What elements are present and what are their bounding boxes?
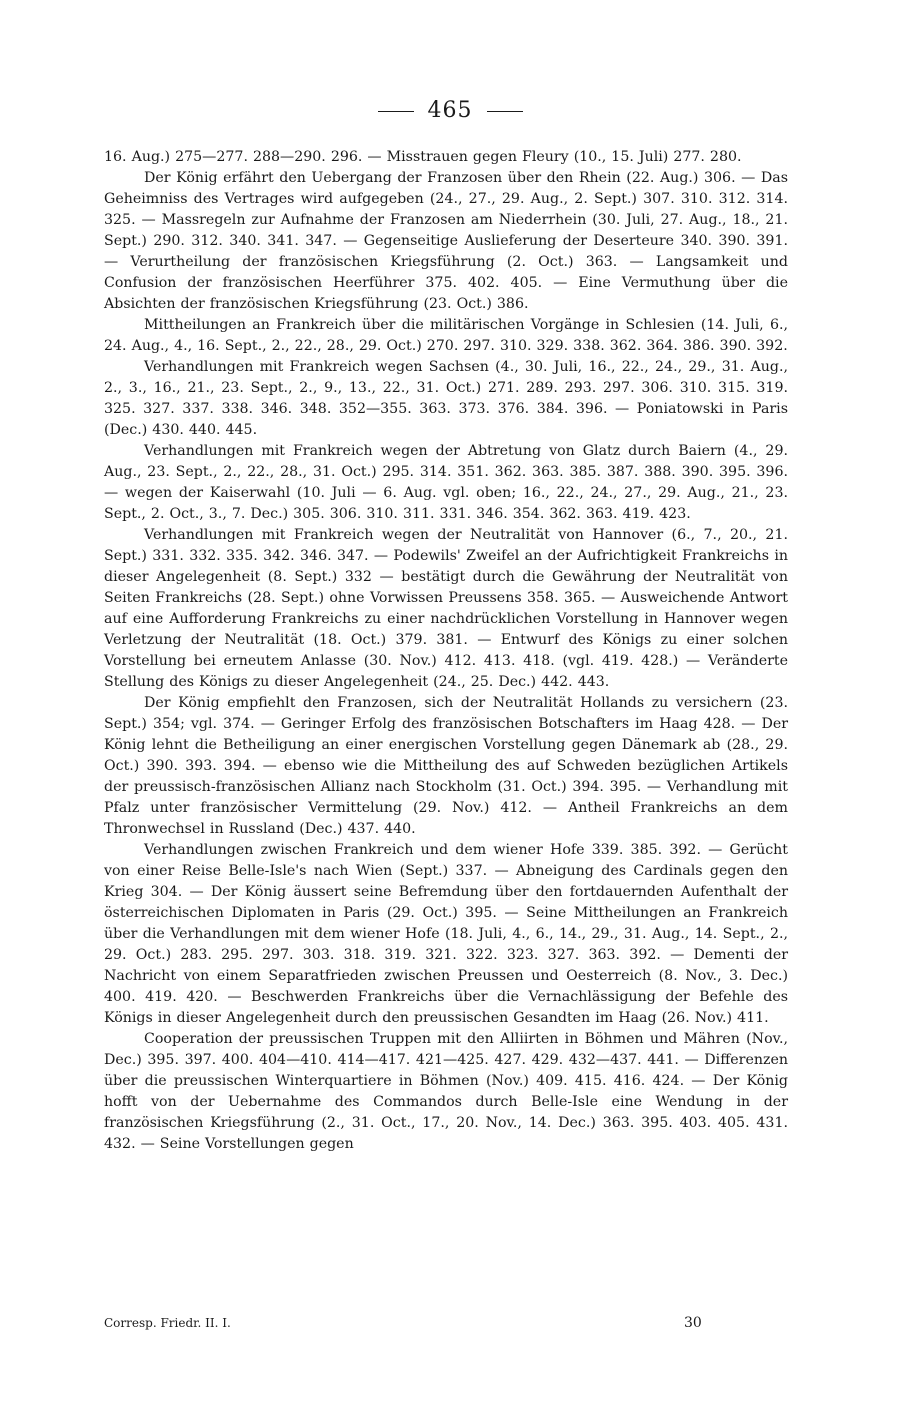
paragraph: Verhandlungen mit Frankreich wegen Sachsen (4., 30. Juli, 16., 22., 24., 29., 31. Aug., 2., 3., 16., 21., 23. Sept., 2., 9., 13., 22., 31. Oct.) 271. 289. 293. 297. 306. 310. 315. 319. 325. 327. 337. 338. 346. 348. 352—355. 363. 373. 376. 384. 396. — Poniatowski in Paris (Dec.) 430. 440. 445. [104, 359, 788, 438]
paragraph: Der König empfiehlt den Franzosen, sich der Neutralität Hollands zu versichern (23. Sept.) 354; vgl. 374. — Geringer Erfolg des französischen Botschafters im Haag 428. — Der König lehnt die Betheiligung an einer energischen Vorstellung gegen Dänemark ab (28., 29. Oct.) 390. 393. 394. — ebenso wie die Mittheilung des auf Schweden bezüglichen Artikels der preussisch-französischen Allianz nach Stockholm (31. Oct.) 394. 395. — Verhandlung mit Pfalz unter französischer Vermittelung (29. Nov.) 412. — Antheil Frankreichs an dem Thronwechsel in Russland (Dec.) 437. 440. [104, 695, 788, 837]
paragraph: Der König erfährt den Uebergang der Franzosen über den Rhein (22. Aug.) 306. — Das Geheimniss des Vertrages wird aufgegeben (24., 27., 29. Aug., 2. Sept.) 307. 310. 312. 314. 325. — Massregeln zur Aufnahme der Franzosen am Niederrhein (30. Juli, 27. Aug., 18., 21. Sept.) 290. 312. 340. 341. 347. — Gegenseitige Auslieferung der Deserteure 340. 390. 391. — Verurtheilung der französischen Kriegsführung (2. Oct.) 363. — Langsamkeit und Confusion der französischen Heerführer 375. 402. 405. — Eine Vermuthung über die Absichten der französischen Kriegsführung (23. Oct.) 386. [104, 170, 788, 312]
header-dash-left [378, 111, 414, 112]
paragraph: 16. Aug.) 275—277. 288—290. 296. — Misstrauen gegen Fleury (10., 15. Juli) 277. 280. [104, 149, 742, 165]
page-header [0, 96, 900, 126]
printer-signature: Corresp. Friedr. II. I. [104, 1316, 231, 1330]
header-dash-right [487, 111, 523, 112]
page-number: 465 [427, 98, 473, 123]
paragraph: Verhandlungen zwischen Frankreich und dem wiener Hofe 339. 385. 392. — Gerücht von einer Reise Belle-Isle's nach Wien (Sept.) 337. — Abneigung des Cardinals gegen den Krieg 304. — Der König äussert seine Befremdung über den fortdauernden Aufenthalt der österreichischen Diplomaten in Paris (29. Oct.) 395. — Seine Mittheilungen an Frankreich über die Verhandlungen mit dem wiener Hofe (18. Juli, 4., 6., 14., 29., 31. Aug., 14. Sept., 2., 29. Oct.) 283. 295. 297. 303. 318. 319. 321. 322. 323. 327. 363. 392. — Dementi der Nachricht von einem Separatfrieden zwischen Preussen und Oesterreich (8. Nov., 3. Dec.) 400. 419. 420. — Beschwerden Frankreichs über die Vernachlässigung der Befehle des Königs in dieser Angelegenheit durch den preussischen Gesandten im Haag (26. Nov.) 411. [104, 842, 788, 1026]
sheet-signature: 30 [684, 1315, 702, 1331]
paragraph: Verhandlungen mit Frankreich wegen der Abtretung von Glatz durch Baiern (4., 29. Aug., 23. Sept., 2., 22., 28., 31. Oct.) 295. 314. 351. 362. 363. 385. 387. 388. 390. 395. 396. — wegen der Kaiserwahl (10. Juli — 6. Aug. vgl. oben; 16., 22., 24., 27., 29. Aug., 21., 23. Sept., 2. Oct., 3., 7. Dec.) 305. 306. 310. 311. 331. 346. 354. 362. 363. 419. 423. [104, 443, 788, 522]
index-text [104, 147, 788, 1155]
paragraph: Cooperation der preussischen Truppen mit den Alliirten in Böhmen und Mähren (Nov., Dec.) 395. 397. 400. 404—410. 414—417. 421—425. 427. 429. 432—437. 441. — Differenzen über die preussischen Winterquartiere in Böhmen (Nov.) 409. 415. 416. 424. — Der König hofft von der Uebernahme des Commandos durch Belle-Isle eine Wendung in der französischen Kriegsführung (2., 31. Oct., 17., 20. Nov., 14. Dec.) 363. 395. 403. 405. 431. 432. — Seine Vorstellungen gegen [104, 1031, 788, 1152]
paragraph: Verhandlungen mit Frankreich wegen der Neutralität von Hannover (6., 7., 20., 21. Sept.) 331. 332. 335. 342. 346. 347. — Podewils' Zweifel an der Aufrichtigkeit Frankreichs in dieser Angelegenheit (8. Sept.) 332 — bestätigt durch die Gewährung der Neutralität von Seiten Frankreichs (28. Sept.) ohne Vorwissen Preussens 358. 365. — Ausweichende Antwort auf eine Aufforderung Frankreichs zu einer nachdrücklichen Vorstellung in Hannover wegen Verletzung der Neutralität (18. Oct.) 379. 381. — Entwurf des Königs zu einer solchen Vorstellung bei erneutem Anlasse (30. Nov.) 412. 413. 418. (vgl. 419. 428.) — Veränderte Stellung des Königs zu dieser Angelegenheit (24., 25. Dec.) 442. 443. [104, 527, 788, 690]
paragraph: Mittheilungen an Frankreich über die militärischen Vorgänge in Schlesien (14. Juli, 6., 24. Aug., 4., 16. Sept., 2., 22., 28., 29. Oct.) 270. 297. 310. 329. 338. 362. 364. 386. 390. 392. [104, 317, 788, 354]
